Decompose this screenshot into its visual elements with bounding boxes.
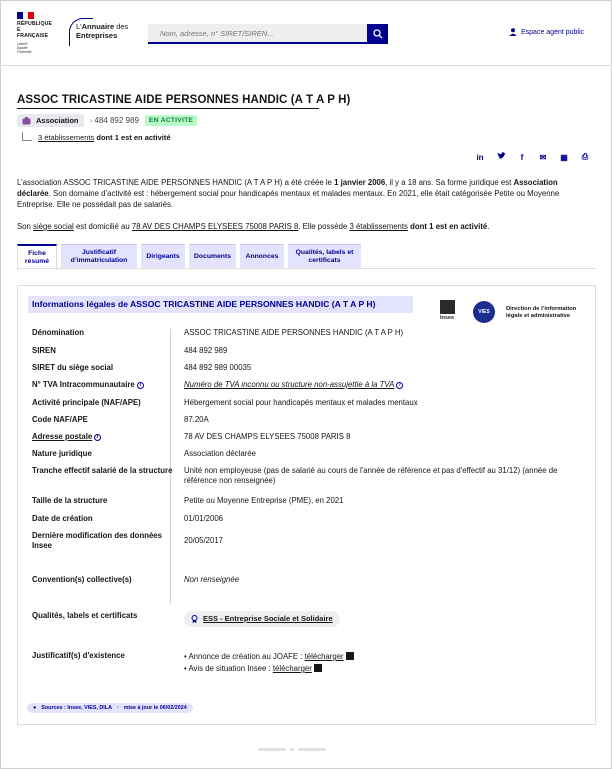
row-siret: SIRET du siège social 484 892 989 00035 [32,363,252,372]
ess-icon [191,615,198,623]
qrcode-icon[interactable]: ▦ [560,152,568,162]
tab-dirigeants[interactable]: Dirigeants [141,244,185,268]
row-conventions: Convention(s) collective(s) Non renseignée [32,575,240,584]
share-bar [475,152,590,162]
row-tranche-effectif: Tranche effectif salarié de la structure Unité non employeuse (pas de salarié au cours de l'année de référence et pas d'effectif au 31/12) (année de référence non renseignée) [32,466,558,485]
insee-icon [440,300,455,314]
brand-arc-icon [69,18,93,46]
row-adresse: Adresse postale i 78 AV DES CHAMPS ELYSEES 75008 PARIS 8 [32,432,351,441]
row-nature-juridique: Nature juridique Association déclarée [32,449,256,458]
search-icon [373,29,383,39]
info-icon[interactable]: i [396,382,403,389]
mail-icon[interactable]: ✉ [539,152,547,162]
tree-corner-icon [22,132,32,141]
info-icon: ● [33,705,37,711]
print-icon[interactable]: ⎙ [581,152,589,161]
etablissements-link-2[interactable]: 3 établissements [349,222,408,231]
site-header [0,0,612,66]
row-tva: N° TVA Intracommunautaire i Numéro de TVA inconnu ou structure non-assujettie à la TVA i [32,380,592,390]
search-button[interactable] [367,24,388,44]
sources-badge: ● Sources : Insee, VIES, DILA · mise à jour le 06/02/2024 [27,703,193,713]
download-icon[interactable] [346,652,354,660]
justif-item: • Avis de situation Insee : télécharger [184,663,592,675]
company-address-summary: Son siège social est domicilié au 78 AV DES CHAMPS ELYSEES 75008 PARIS 8. Elle possède 3 établissements dont 1 est en activité. [17,222,490,231]
address-link[interactable]: 78 AV DES CHAMPS ELYSEES 75008 PARIS 8 [131,222,299,231]
row-activite: Activité principale (NAF/APE) Hébergement social pour handicapés mentaux et malades mentaux [32,398,418,407]
tab-bar [17,244,361,270]
info-icon[interactable]: i [94,434,101,441]
row-denomination: Dénomination ASSOC TRICASTINE AIDE PERSONNES HANDIC (A T A P H) [32,328,404,337]
scroll-indicator [258,748,326,751]
rf-line-1: RÉPUBLIQUE [17,21,53,27]
flag-icon [17,12,34,19]
tab-fiche-resume[interactable]: Fiche résumé [17,244,57,270]
siren-number: › 484 892 989 [89,116,139,125]
association-icon [22,117,31,125]
tab-annonces[interactable]: Annonces [240,244,284,268]
facebook-icon[interactable]: f [520,152,524,162]
row-qualites: Qualités, labels et certificats ESS - Entreprise Sociale et Solidaire [32,611,592,627]
telecharger-link[interactable]: télécharger [272,664,312,673]
title-underline [17,108,319,109]
tab-qualites[interactable]: Qualités, labels et certificats [288,244,361,268]
info-icon[interactable]: i [137,382,144,389]
republique-francaise-logo[interactable] [17,12,65,54]
annuaire-brand[interactable]: L'Annuaire des Entreprises [73,22,143,40]
vies-logo[interactable]: VIES [473,301,495,323]
row-justificatifs: Justificatif(s) d'existence • Annonce de création au JOAFE : télécharger • Avis de situation Insee : télécharger [32,651,592,675]
etablissements-summary: 3 établissements dont 1 est en activité [22,132,171,142]
etablissements-link[interactable]: 3 établissements [38,133,95,142]
user-icon [509,28,517,36]
motto: Liberté Égalité Fraternité [17,42,32,54]
company-title: ASSOC TRICASTINE AIDE PERSONNES HANDIC (A T A P H) [17,94,351,106]
siege-social-link[interactable]: siège social [33,222,74,231]
download-icon[interactable] [314,664,322,672]
tab-justificatif[interactable]: Justificatif d’immatriculation [61,244,137,268]
company-badges [17,114,197,127]
row-siren: SIREN 484 892 989 [32,346,228,355]
tabs-divider [17,268,595,269]
rf-line-2: E [17,27,21,33]
twitter-icon[interactable] [496,152,506,162]
row-derniere-modification: Dernière modification des données Insee 20/05/2017 [32,531,224,550]
row-code-naf: Code NAF/APE 87.20A [32,415,209,424]
row-taille: Taille de la structure Petite ou Moyenne Entreprise (PME), en 2021 [32,496,344,505]
search-bar [148,24,388,44]
dila-logo[interactable]: Direction de l’information légale et administrative [506,306,577,319]
search-input[interactable] [148,24,367,44]
tab-documents[interactable]: Documents [189,244,236,268]
ess-label[interactable]: ESS - Entreprise Sociale et Solidaire [184,611,340,627]
row-date-creation: Date de création 01/01/2006 [32,514,224,523]
insee-logo[interactable]: Insee [438,300,456,321]
company-description: L’association ASSOC TRICASTINE AIDE PERSONNES HANDIC (A T A P H) a été créée le 1 janvier 2006, il y a 18 ans. Sa forme juridique est Association déclarée. Son domaine d’activité est : hébergement social pour handicapés mentaux et malades mentaux. En 2021, elle était catégorisée Petite ou Moyenne Entreprise. Elle ne possédait pas de salariés. [17,178,560,209]
association-badge: Association [17,114,84,127]
agent-public-link[interactable]: Espace agent public [509,28,584,36]
rf-line-3: FRANÇAISE [17,33,49,39]
panel-title: Informations légales de ASSOC TRICASTINE AIDE PERSONNES HANDIC (A T A P H) [28,296,413,313]
telecharger-link[interactable]: télécharger [304,652,344,661]
status-badge: EN ACTIVITE [145,115,197,126]
justif-item: • Annonce de création au JOAFE : télécharger [184,651,592,663]
linkedin-icon[interactable]: in [476,152,484,162]
legal-info-panel [17,285,596,725]
